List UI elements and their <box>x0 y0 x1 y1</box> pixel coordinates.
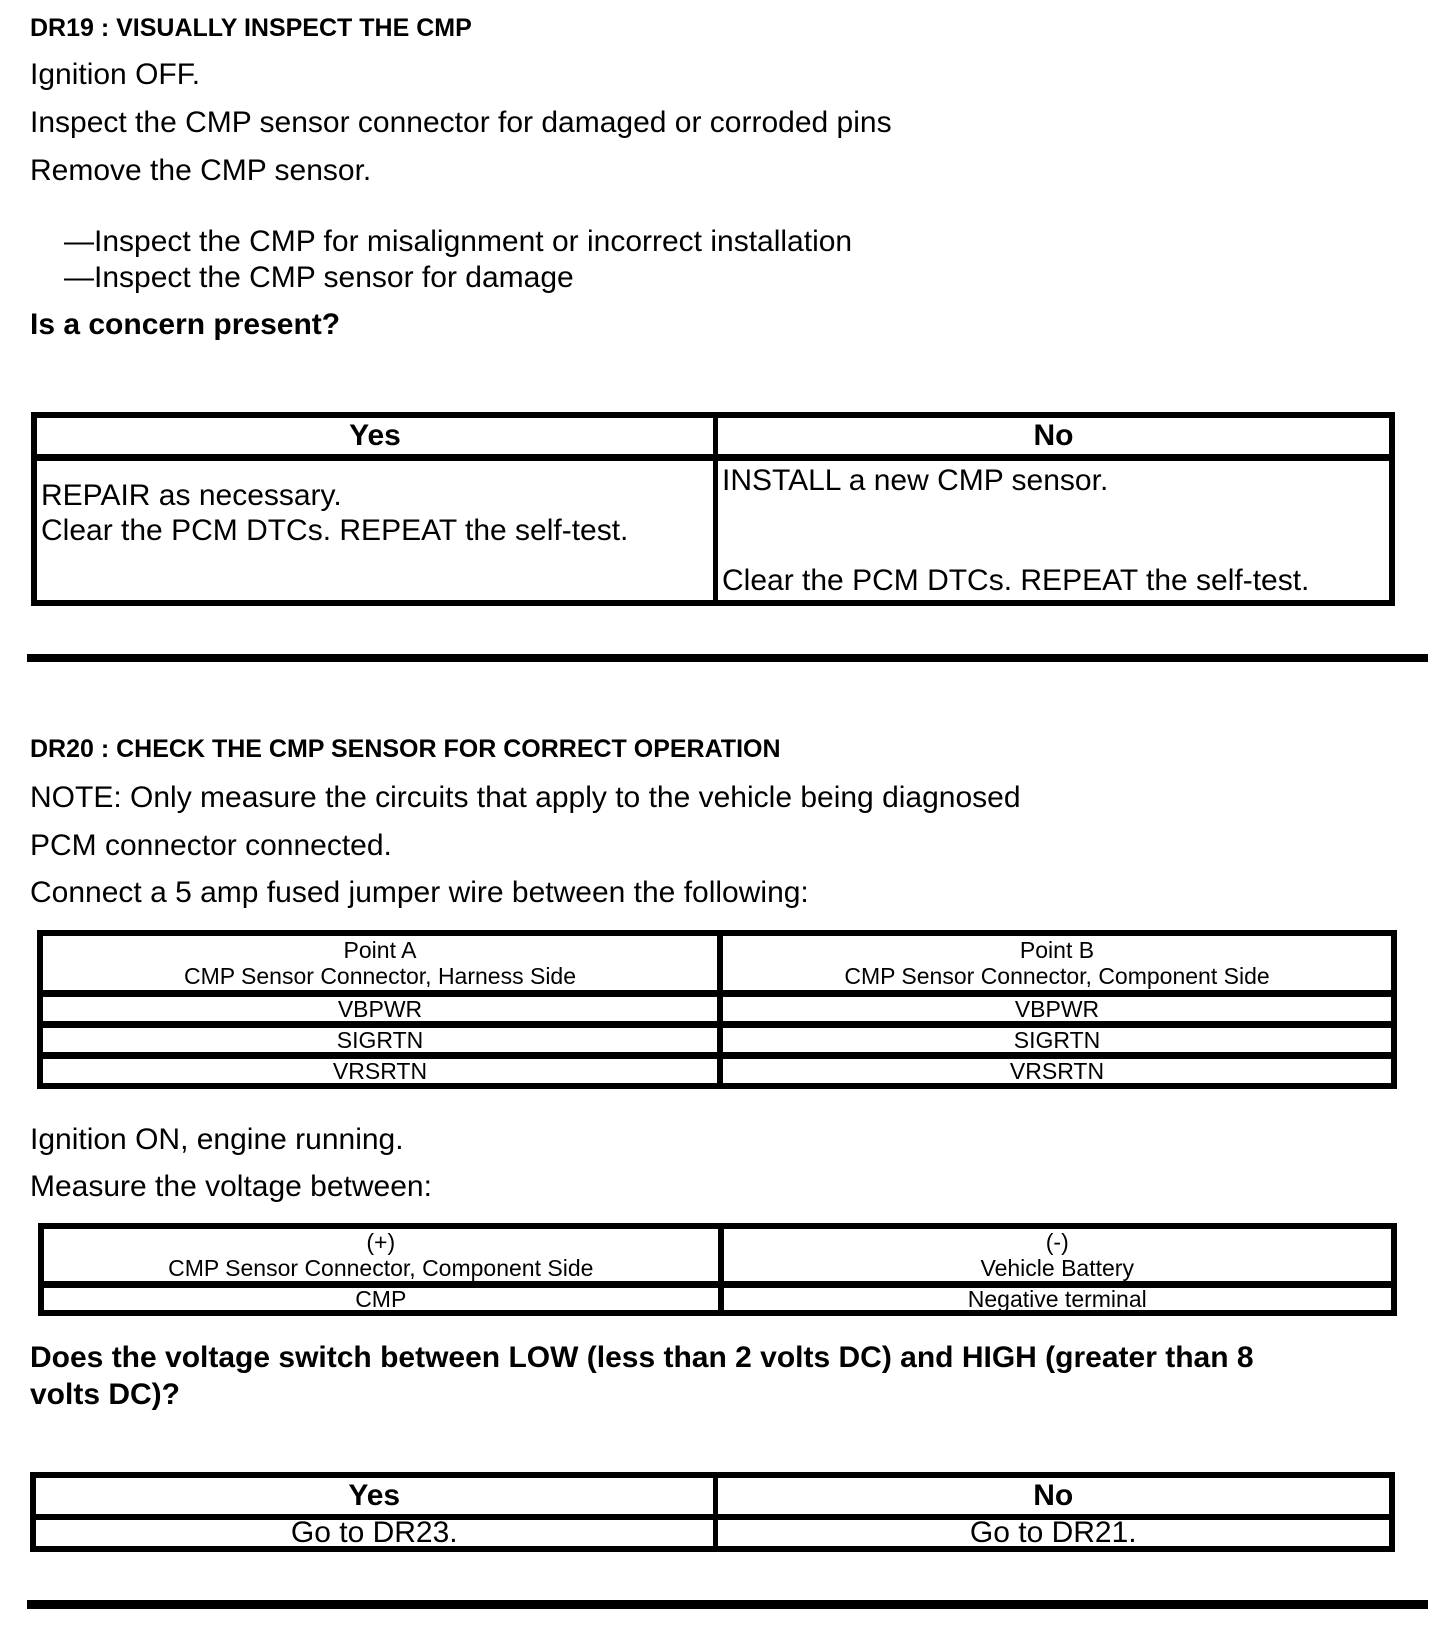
voltage-row-cmp: CMP <box>44 1281 718 1310</box>
voltage-negative-header-cell <box>718 1229 1392 1281</box>
dr19-heading: DR19 : VISUALLY INSPECT THE CMP <box>30 14 472 42</box>
dr20-no-goto-cell: Go to DR21. <box>713 1514 1390 1546</box>
voltage-row-negative-terminal: Negative terminal <box>718 1281 1392 1310</box>
dr20-voltage-table <box>38 1223 1397 1316</box>
voltage-negative-subtitle: Vehicle Battery <box>980 1255 1134 1281</box>
dr20-jumper-wire-table <box>37 930 1397 1089</box>
dr20-yes-goto-cell: Go to DR23. <box>36 1514 713 1546</box>
jumper-row-vrsrtn-a: VRSRTN <box>43 1052 717 1083</box>
dr20-question <box>30 1339 1254 1413</box>
jumper-point-b-subtitle: CMP Sensor Connector, Component Side <box>844 963 1270 989</box>
dr19-decision-table <box>31 412 1395 606</box>
dr19-yes-action-line1: REPAIR as necessary. <box>41 479 342 512</box>
jumper-row-sigrtn-b: SIGRTN <box>717 1021 1391 1052</box>
jumper-point-a-header-cell <box>43 936 717 990</box>
voltage-positive-subtitle: CMP Sensor Connector, Component Side <box>168 1255 594 1281</box>
dr20-no-header-cell: No <box>713 1478 1390 1514</box>
page-bottom-rule <box>27 1600 1428 1609</box>
dr19-bullet-misalignment: —Inspect the CMP for misalignment or incorrect installation <box>64 225 853 258</box>
dr19-no-action-cell <box>713 461 1389 600</box>
dr19-no-header-cell: No <box>713 418 1389 461</box>
dr19-bullet-list <box>64 224 852 296</box>
jumper-row-vrsrtn-b: VRSRTN <box>717 1052 1391 1083</box>
jumper-row-vbpwr-b: VBPWR <box>717 990 1391 1021</box>
jumper-row-vbpwr-a: VBPWR <box>43 990 717 1021</box>
voltage-positive-title: (+) <box>366 1229 396 1255</box>
dr20-heading: DR20 : CHECK THE CMP SENSOR FOR CORRECT OPERATION <box>30 735 781 763</box>
dr19-yes-header-cell: Yes <box>37 418 713 461</box>
jumper-point-b-title: Point B <box>1019 937 1095 963</box>
dr19-yes-action-cell <box>37 461 713 600</box>
dr19-step-ignition-off: Ignition OFF. <box>30 58 201 91</box>
dr19-no-action-top: INSTALL a new CMP sensor. <box>722 464 1109 497</box>
jumper-row-sigrtn-a: SIGRTN <box>43 1021 717 1052</box>
dr20-step-pcm-connected: PCM connector connected. <box>30 829 392 862</box>
voltage-negative-title: (-) <box>1045 1229 1069 1255</box>
dr19-step-inspect-connector: Inspect the CMP sensor connector for damaged or corroded pins <box>30 106 892 139</box>
dr20-step-measure-voltage: Measure the voltage between: <box>30 1170 432 1203</box>
dr19-bullet-damage: —Inspect the CMP sensor for damage <box>64 261 574 294</box>
dr20-question-line1: Does the voltage switch between LOW (less than 2 volts DC) and HIGH (greater than 8 <box>30 1341 1254 1374</box>
dr20-step-connect-jumper: Connect a 5 amp fused jumper wire between the following: <box>30 876 809 909</box>
jumper-point-a-title: Point A <box>343 937 417 963</box>
dr20-decision-table <box>30 1472 1395 1552</box>
dr19-question: Is a concern present? <box>30 308 341 341</box>
jumper-point-a-subtitle: CMP Sensor Connector, Harness Side <box>183 963 577 989</box>
dr20-note: NOTE: Only measure the circuits that apply to the vehicle being diagnosed <box>30 781 1021 814</box>
dr20-question-line2: volts DC)? <box>30 1378 180 1411</box>
dr19-yes-action-line2: Clear the PCM DTCs. REPEAT the self-test. <box>41 514 629 547</box>
section-divider-rule <box>27 654 1428 662</box>
dr20-yes-header-cell: Yes <box>348 1479 401 1512</box>
jumper-point-b-header-cell <box>717 936 1391 990</box>
dr19-step-remove-sensor: Remove the CMP sensor. <box>30 154 372 187</box>
dr20-step-ignition-on: Ignition ON, engine running. <box>30 1123 404 1156</box>
voltage-positive-header-cell <box>44 1229 718 1281</box>
dr19-no-action-bottom: Clear the PCM DTCs. REPEAT the self-test. <box>722 564 1310 597</box>
